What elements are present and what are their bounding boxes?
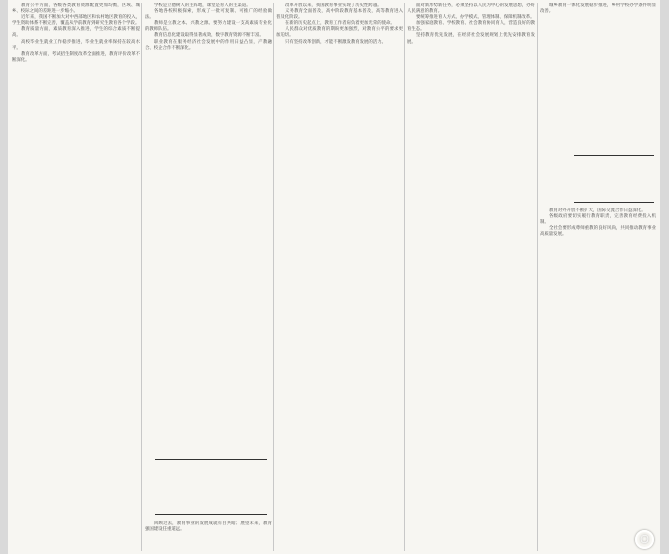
column-divider <box>141 3 142 551</box>
paragraph: 城乡教育一体化发展稳步推进，乡村学校办学条件明显改善。 <box>540 3 656 15</box>
paragraph: 教育公平方面，各级各类教育资源配置更加均衡，区域、城乡、校际之间的差距进一步缩小。 <box>12 3 140 15</box>
paragraph: 回顾过去，教育事业的发展成就有目共睹；展望未来，教育强国建设任重道远。 <box>145 521 272 533</box>
paragraph: 教育信息化建设取得显著成效，数字教育资源不断丰富。 <box>154 33 264 39</box>
paragraph: 各地各校积极探索，形成了一批可复制、可推广的经验做法。 <box>145 9 272 21</box>
text-column-5 <box>540 3 656 551</box>
text-column-4 <box>407 3 535 551</box>
paragraph: 只有坚持改革创新，才能不断激发教育发展的活力。 <box>285 39 386 45</box>
paragraph: 教育改革方面，考试招生制度改革全面推进，教育评价改革不断深化。 <box>12 51 140 63</box>
paragraph: 高校毕业生就业工作稳步推进，毕业生就业率保持在较高水平。 <box>12 39 140 51</box>
paragraph: 义务教育全面普及，高中阶段教育基本普及，高等教育进入普及化阶段。 <box>276 9 403 21</box>
column-divider <box>273 3 274 551</box>
pull-quote-left <box>155 459 267 515</box>
paragraph: 面对新形势新任务，必须坚持以人民为中心的发展思想，办好人民满意的教育。 <box>407 3 535 15</box>
paragraph: 学校是立德树人的主阵地，课堂是育人的主渠道。 <box>154 3 251 8</box>
paragraph: 要统筹推进育人方式、办学模式、管理体制、保障机制改革。 <box>416 15 535 21</box>
watermark <box>635 530 657 549</box>
paragraph: 教师是立教之本、兴教之源。要努力建设一支高素质专业化的教师队伍。 <box>145 21 272 33</box>
paragraph: 加强家庭教育、学校教育、社会教育协同育人，营造良好的教育生态。 <box>407 21 535 33</box>
paragraph: 各级政府要切实履行教育职责，完善教育经费投入机制。 <box>540 214 656 226</box>
paragraph: 改革开放以来，我国教育事业实现了历史性跨越。 <box>285 3 382 8</box>
text-column-2-upper <box>145 3 272 458</box>
watermark-logo-icon: 〇 <box>635 530 654 549</box>
text-column-2-lower <box>145 521 272 551</box>
pull-quote-right <box>574 155 654 203</box>
column-divider <box>537 3 538 551</box>
newspaper-page <box>8 0 660 554</box>
text-column-1 <box>12 3 140 551</box>
paragraph: 人民群众对优质教育的期盼更加强烈，对教育公平的要求更加迫切。 <box>276 27 403 39</box>
column-divider <box>404 3 405 551</box>
text-column-5-upper <box>540 3 656 153</box>
paragraph: 教育质量方面，素质教育深入推进，学生的综合素质不断提高。 <box>12 27 140 39</box>
paragraph: 坚持教育优先发展，在经济社会发展规划上优先安排教育发展。 <box>407 33 535 45</box>
paragraph: 教育对外开放不断扩大，国际交流合作日益深化。 <box>549 208 646 213</box>
paragraph: 职业教育在服务经济社会发展中的作用日益凸显，产教融合、校企合作不断深化。 <box>145 39 272 51</box>
paragraph: 近年来，我国不断加大对中西部地区和农村地区教育的投入，学生资助体系不断完善，覆盖从学前教育到研究生教育各个学段。 <box>12 15 140 27</box>
paragraph: 全社会要形成尊师重教的良好风尚，共同推动教育事业高质量发展。 <box>540 226 656 238</box>
text-column-3 <box>276 3 403 551</box>
text-column-5-lower <box>540 208 656 548</box>
paragraph: 在新的历史起点上，教育工作者肩负着更加光荣的使命。 <box>285 21 395 27</box>
